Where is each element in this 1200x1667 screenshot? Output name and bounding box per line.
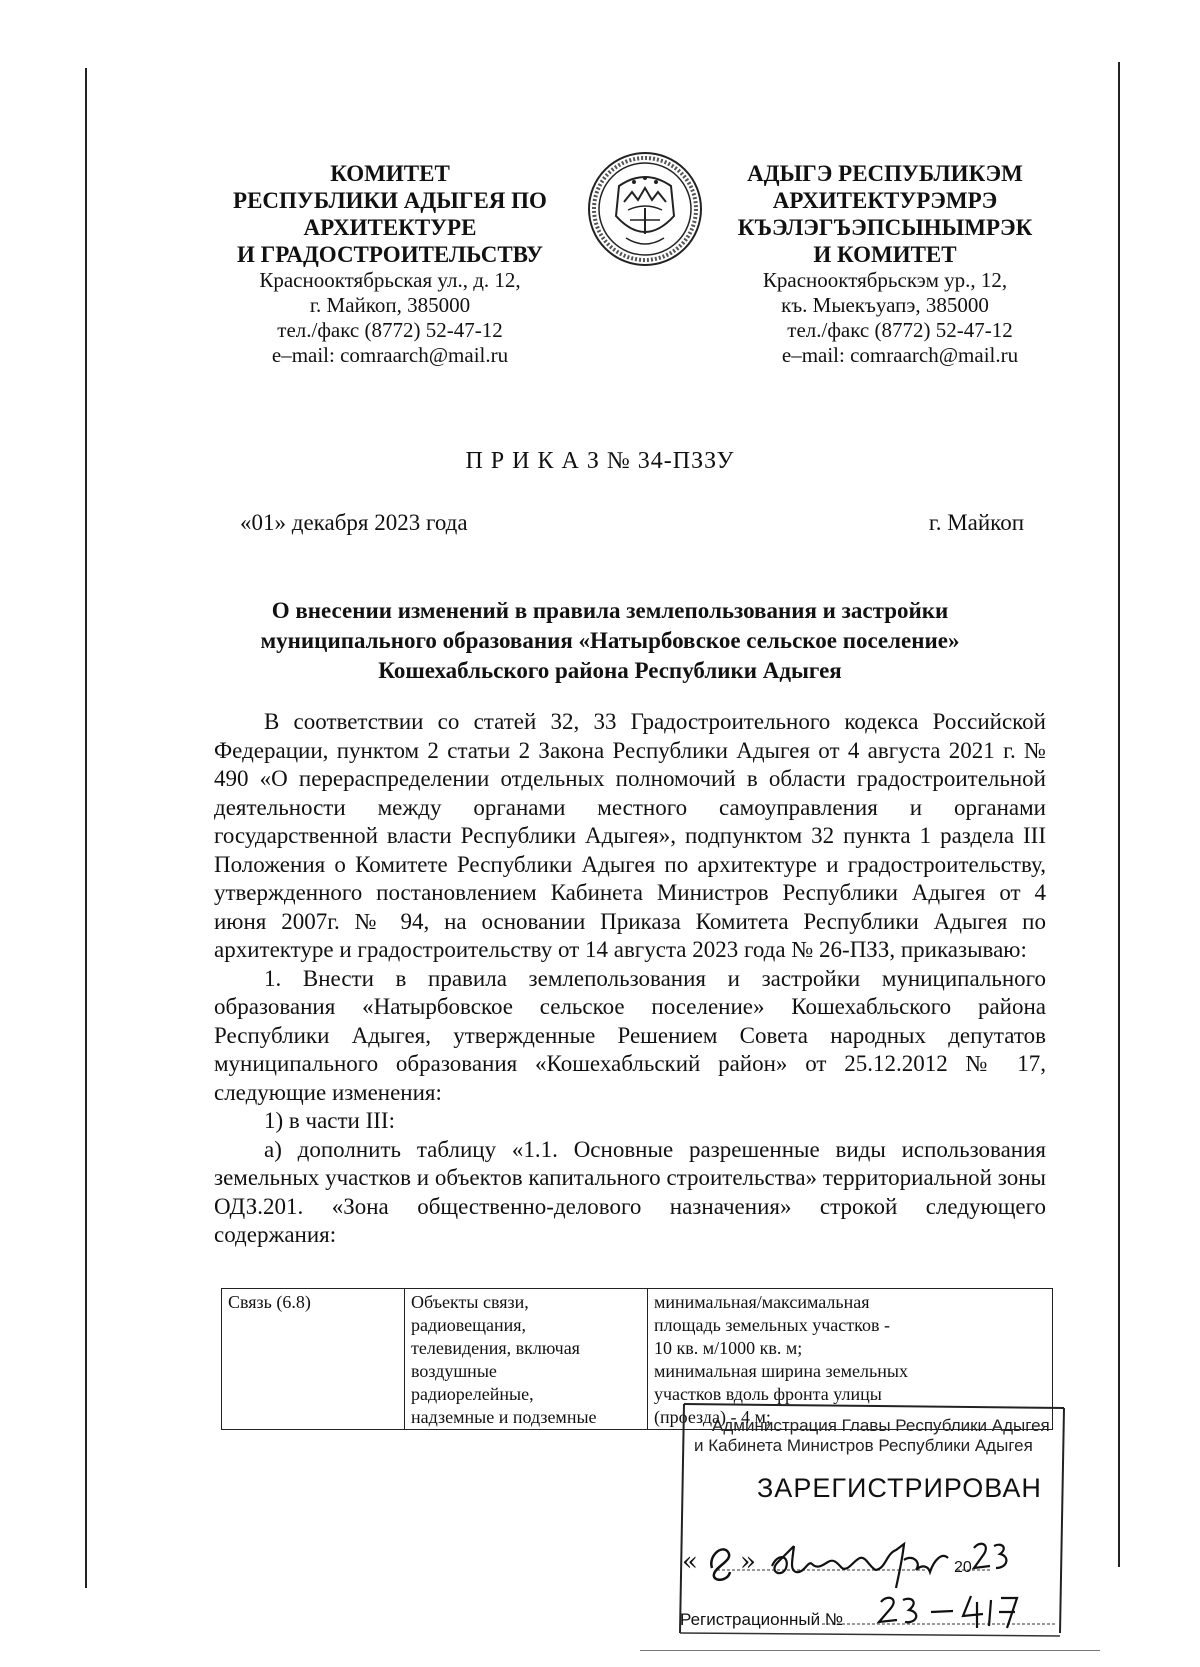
body-paragraph: 1. Внести в правила землепользования и застройки муниципального образования «Натырбовское сельское поселение» Кошехабльского района Республики Адыгея, утвержденные Решением Совета народных депутатов муниципального образования «Кошехабльский район» от 25.12.2012 № 17, следующие изменения: [214, 965, 1046, 1105]
cell-line: надземные и подземные [411, 1407, 597, 1427]
org-email: e–mail: comraarch@mail.ru [271, 343, 509, 367]
org-address: Краснооктябрьская ул., д. 12, [259, 268, 521, 292]
org-name-line: РЕСПУБЛИКИ АДЫГЕЯ ПО [233, 188, 547, 213]
org-address: Краснооктябрьскэм ур., 12, [762, 268, 1008, 292]
subject-line: Кошехабльского района Республики Адыгея [378, 658, 842, 683]
coat-of-arms-emblem [586, 150, 704, 268]
subject-line: муниципального образования «Натырбовское сельское поселение» [260, 628, 960, 653]
org-name-line: АРХИТЕКТУРЕ [303, 215, 477, 240]
org-city: къ. Мыекъуапэ, 385000 [781, 293, 989, 317]
table-cell-description [405, 1289, 648, 1430]
order-city: г. Майкоп [928, 510, 1024, 535]
cell-line: площадь земельных участков - [654, 1315, 890, 1335]
cell-line: радиорелейные, [411, 1384, 534, 1404]
stamp-title: ЗАРЕГИСТРИРОВАН [757, 1473, 1042, 1503]
order-body [214, 708, 1046, 1250]
subject-line: О внесении изменений в правила землепользования и застройки [271, 598, 949, 623]
cell-line: воздушные [411, 1361, 497, 1381]
order-date: «01» декабря 2023 года [240, 510, 468, 535]
org-phone: тел./факс (8772) 52-47-12 [277, 318, 503, 342]
svg-text:»: » [740, 1547, 756, 1577]
svg-text:«: « [682, 1547, 698, 1577]
cell-line: радиовещания, [411, 1315, 527, 1335]
cell-line: 10 кв. м/1000 кв. м; [654, 1338, 803, 1358]
body-paragraph: 1) в части III: [264, 1108, 395, 1133]
letterhead-right [720, 160, 1050, 368]
org-city: г. Майкоп, 385000 [309, 293, 471, 317]
order-title: П Р И К А З № 34-ПЗЗУ [465, 448, 735, 474]
table-cell-use-type [222, 1289, 405, 1430]
cell-line: (проезда) - 4 м; [654, 1407, 771, 1427]
cell-line: телевидения, включая [411, 1338, 580, 1358]
registration-stamp [672, 1398, 1067, 1643]
cell-line: минимальная ширина земельных [654, 1361, 908, 1381]
org-name-line: КОМИТЕТ [330, 161, 450, 186]
org-name-line: АДЫГЭ РЕСПУБЛИКЭМ [747, 161, 1023, 186]
scan-edge-bottom [640, 1650, 1100, 1651]
stamp-reg-label: Регистрационный № [680, 1610, 844, 1629]
letterhead [0, 150, 1200, 390]
cell-line: Связь (6.8) [228, 1292, 311, 1312]
svg-text:20: 20 [954, 1559, 972, 1576]
cell-line: участков вдоль фронта улицы [654, 1384, 882, 1404]
stamp-org-line: и Кабинета Министров Республики Адыгея [694, 1436, 1033, 1455]
org-name-line: КЪЭЛЭГЪЭПСЫНЫМРЭК [737, 215, 1033, 240]
org-name-line: И ГРАДОСТРОИТЕЛЬСТВУ [236, 242, 544, 267]
org-email: e–mail: comraarch@mail.ru [781, 343, 1019, 367]
body-paragraph: а) дополнить таблицу «1.1. Основные разрешенные виды использования земельных участков и объектов капитального строительства» территориальной зоны ОДЗ.201. «Зона общественно-делового назначения» строкой следующего содержания: [214, 1136, 1046, 1247]
org-name-line: И КОМИТЕТ [813, 242, 957, 267]
org-phone: тел./факс (8772) 52-47-12 [787, 318, 1013, 342]
handwritten-registration-number [867, 1586, 1067, 1636]
cell-line: минимальная/максимальная [654, 1292, 870, 1312]
org-name-line: АРХИТЕКТУРЭМРЭ [772, 188, 998, 213]
stamp-org-line: Администрация Главы Республики Адыгея [712, 1416, 1050, 1435]
body-paragraph: В соответствии со статей 32, 33 Градостроительного кодекса Российской Федерации, пунктом 2 статьи 2 Закона Республики Адыгея от 4 августа 2021 г. № 490 «О перераспределении отдельных полномочий в области градостроительной деятельности между органами местного самоуправления и органами государственной власти Республики Адыгея», подпунктом 32 пункта 1 раздела III Положения о Комитете Республики Адыгея по архитектуре и градостроительству, утвержденного постановлением Кабинета Министров Республики Адыгея от 4 июня 2007г. № 94, на основании Приказа Комитета Республики Адыгея по архитектуре и градостроительству от 14 августа 2023 года № 26-ПЗЗ, приказываю: [214, 709, 1046, 962]
cell-line: Объекты связи, [411, 1292, 529, 1312]
letterhead-left [200, 160, 580, 368]
order-subject [170, 596, 1050, 686]
